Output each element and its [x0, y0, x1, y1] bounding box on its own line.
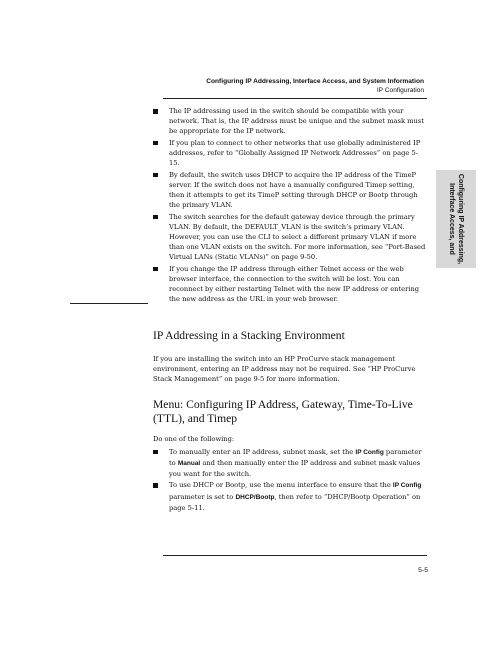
header-divider: [163, 98, 427, 99]
menu-item-2-text-a: To use DHCP or Bootp, use the menu interface to ensure that the: [169, 481, 393, 490]
menu-item-1-text-a: To manually enter an IP address, subnet mask, set the: [169, 447, 356, 456]
section-divider: [70, 303, 148, 304]
thumb-tab-line-1: Configuring IP Addressing,: [457, 173, 464, 265]
ip-config-param: IP Config: [392, 482, 422, 490]
thumb-tab-line-2: Interface Access, and: [448, 183, 455, 255]
menu-options-list: [153, 447, 427, 513]
list-item: [153, 447, 427, 479]
menu-item-2-text-c: parameter is set to: [169, 492, 236, 501]
bullet-square-icon: [153, 141, 158, 146]
dhcp-bootp-value: DHCP/Bootp: [235, 493, 275, 501]
note-text: If you change the IP address through either Telnet access or the web browser interface, the connection to the switch will be lost. You can reconnect by either restarting Telnet with the new IP address or entering the new address as the URL in your web browser.: [169, 264, 420, 304]
menu-heading: Menu: Configuring IP Address, Gateway, Time-To-Live (TTL), and Timep: [153, 398, 413, 426]
menu-item-1-text-c: parameter to: [169, 447, 422, 467]
running-header: [206, 77, 424, 95]
menu-intro: Do one of the following:: [153, 435, 235, 444]
note-text: By default, the switch uses DHCP to acquire the IP address of the TimeP server. If the switch does not have a manually configured Timep setting, then it attempts to get its TimeP setting through DHCP or Bootp through the primary VLAN.: [169, 170, 418, 210]
page-number: 5-5: [418, 567, 428, 574]
manual-value: Manual: [177, 459, 201, 467]
bullet-square-icon: [153, 267, 158, 272]
section-title: IP Configuration: [376, 87, 424, 94]
chapter-title: Configuring IP Addressing, Interface Access, and System Information: [206, 78, 424, 85]
list-item: [153, 212, 427, 262]
list-item: [153, 480, 427, 512]
note-text: The switch searches for the default gateway device through the primary VLAN. By default, the DEFAULT_VLAN is the switch’s primary VLAN. However, you can use the CLI to select a different primary VLAN if more than one VLAN exists on the switch. For more information, see “Port-Based Virtual LANs (Static VLANs)” on page 9-50.: [169, 212, 426, 262]
stacking-body: If you are installing the switch into an HP ProCurve stack management environment, entering an IP address may not be required. See “HP ProCurve Stack Management” on page 9-5 for more information.: [153, 355, 416, 384]
notes-list: [153, 106, 427, 304]
footer-divider: [163, 555, 427, 556]
bullet-square-icon: [153, 215, 158, 220]
note-text: The IP addressing used in the switch should be compatible with your network. That is, the IP address must be unique and the subnet mask must be appropriate for the IP network.: [169, 107, 424, 136]
ip-config-param: IP Config: [355, 448, 384, 456]
chapter-thumb-tab-label: [447, 174, 465, 264]
menu-item-2-text-e: , then refer to “DHCP/Bootp Operation” on page 5-11.: [169, 492, 421, 512]
list-item: [153, 138, 427, 168]
menu-item-1-text-e: and then manually enter the IP address and subnet mask values you want for the switch.: [169, 458, 421, 478]
bullet-square-icon: [153, 450, 158, 455]
list-item: [153, 106, 427, 136]
bullet-square-icon: [153, 109, 158, 114]
page-body: [153, 106, 427, 514]
list-item: [153, 170, 427, 210]
stacking-heading: IP Addressing in a Stacking Environment: [153, 329, 345, 343]
list-item: [153, 264, 427, 304]
bullet-square-icon: [153, 483, 158, 488]
bullet-square-icon: [153, 173, 158, 178]
note-text: If you plan to connect to other networks that use globally administered IP addresses, refer to “Globally Assigned IP Network Addresses” on page 5-15.: [169, 138, 421, 168]
